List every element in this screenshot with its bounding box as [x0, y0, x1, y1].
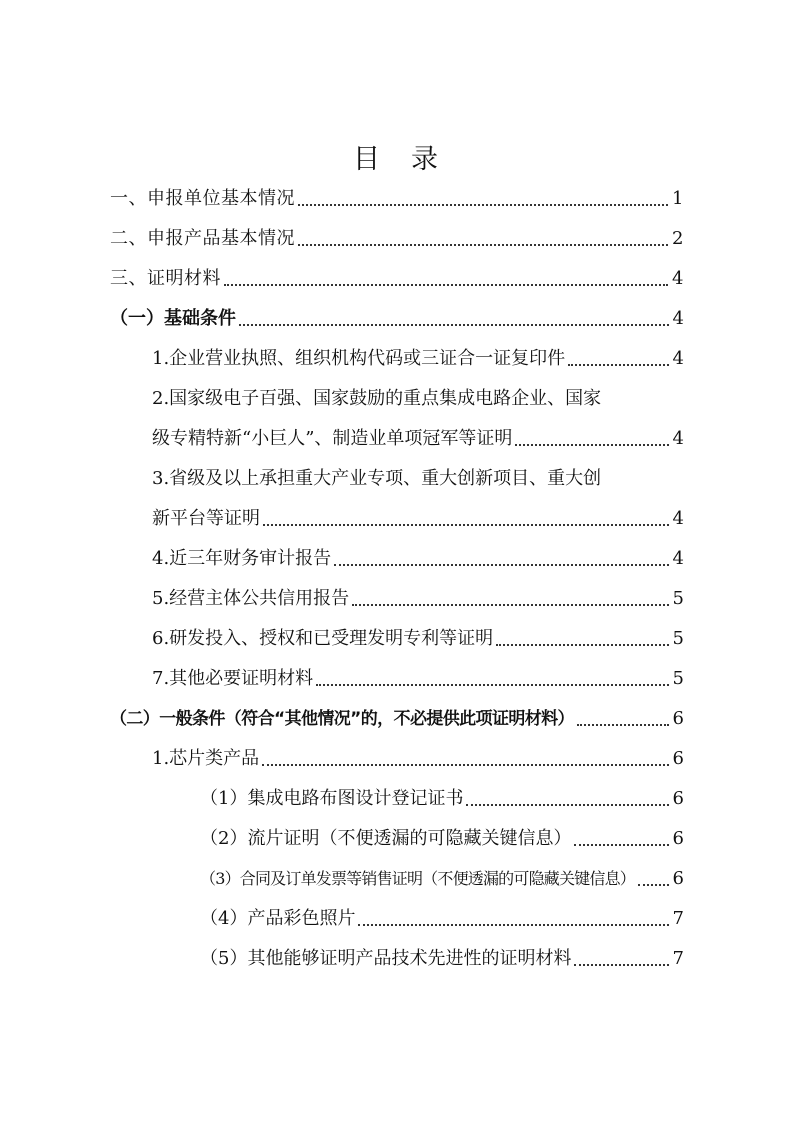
toc-entry-text: （5）其他能够证明产品技术先进性的证明材料 [200, 948, 572, 969]
toc-entry-text: 级专精特新“小巨人”、制造业单项冠军等证明 [152, 428, 513, 449]
toc-page-number: 5 [672, 668, 684, 689]
toc-page-number: 6 [672, 868, 684, 889]
dot-leader [352, 604, 668, 606]
toc-entry-text: 1.企业营业执照、组织机构代码或三证合一证复印件 [152, 348, 566, 369]
toc-entry-text: （一）基础条件 [110, 308, 236, 329]
toc-entry-6[interactable] [152, 427, 684, 451]
dot-leader [263, 524, 669, 526]
dot-leader [262, 764, 668, 766]
toc-entry-18[interactable] [200, 947, 684, 971]
toc-entry-17[interactable] [200, 907, 684, 931]
toc-page-number: 6 [672, 828, 684, 849]
toc-page-number: 6 [672, 748, 684, 769]
toc-page-number: 4 [672, 268, 684, 289]
toc-page-number: 2 [672, 228, 684, 249]
toc-page-number: 4 [672, 428, 684, 449]
dot-leader [466, 804, 668, 806]
toc-entry-14[interactable] [200, 787, 684, 811]
toc-title: 目 录 [353, 144, 440, 175]
toc-entry-9[interactable] [152, 587, 684, 611]
toc-entry-text: 二、申报产品基本情况 [110, 228, 295, 249]
toc-page-number: 5 [672, 628, 684, 649]
toc-entry-8[interactable] [152, 547, 684, 571]
toc-entry-text: （1）集成电路布图设计登记证书 [200, 788, 464, 809]
toc-entry-text: 一、申报单位基本情况 [110, 188, 295, 209]
toc-entry-11[interactable] [152, 667, 684, 691]
toc-entry-3[interactable] [110, 267, 684, 291]
toc-entry-text: 三、证明材料 [110, 268, 221, 289]
dot-leader [568, 364, 668, 366]
toc-entry-6-line-1[interactable]: 2.国家级电子百强、国家鼓励的重点集成电路企业、国家 [152, 388, 602, 409]
toc-entry-text: （2）流片证明（不便透漏的可隐藏关键信息） [200, 828, 572, 849]
toc-page-number: 7 [672, 908, 684, 929]
toc-entry-text: 1.芯片类产品 [152, 748, 260, 769]
toc-entry-text: 新平台等证明 [152, 508, 260, 529]
dot-leader [298, 204, 668, 206]
toc-entry-7[interactable] [152, 507, 684, 531]
toc-page-number: 4 [672, 548, 684, 569]
toc-entry-text: 6.研发投入、授权和已受理发明专利等证明 [152, 628, 494, 649]
dot-leader [638, 884, 669, 886]
dot-leader [496, 644, 668, 646]
dot-leader [574, 844, 668, 846]
toc-entry-text: （3）合同及订单发票等销售证明（不便透漏的可隐藏关键信息） [200, 869, 635, 888]
toc-entry-15[interactable] [200, 827, 684, 851]
toc-entry-text: 4.近三年财务审计报告 [152, 548, 332, 569]
dot-leader [577, 724, 669, 726]
toc-entry-text: （4）产品彩色照片 [200, 908, 356, 929]
toc-page-number: 6 [672, 708, 684, 729]
toc-page-number: 1 [672, 188, 684, 209]
toc-entry-text: 5.经营主体公共信用报告 [152, 588, 350, 609]
toc-page-number: 4 [672, 348, 684, 369]
toc-page-number: 4 [672, 308, 684, 329]
toc-entry-2[interactable] [110, 227, 684, 251]
dot-leader [334, 564, 668, 566]
toc-entry-10[interactable] [152, 627, 684, 651]
toc-page-number: 6 [672, 788, 684, 809]
toc-entry-4[interactable] [110, 307, 684, 331]
dot-leader [515, 444, 668, 446]
toc-entry-7-line-1[interactable]: 3.省级及以上承担重大产业专项、重大创新项目、重大创 [152, 468, 602, 489]
toc-entry-5[interactable] [152, 347, 684, 371]
toc-entry-16[interactable] [200, 867, 684, 891]
toc-page-number: 7 [672, 948, 684, 969]
dot-leader [224, 284, 668, 286]
toc-entry-1[interactable] [110, 187, 684, 211]
toc-page-number: 5 [672, 588, 684, 609]
dot-leader [574, 964, 668, 966]
toc-entry-text: （二）一般条件（符合“其他情况”的，不必提供此项证明材料） [110, 709, 574, 729]
toc-page-number: 4 [672, 508, 684, 529]
dot-leader [298, 244, 668, 246]
dot-leader [316, 684, 668, 686]
dot-leader [239, 324, 669, 326]
toc-entry-13[interactable] [152, 747, 684, 771]
dot-leader [358, 924, 668, 926]
toc-entry-12[interactable] [110, 707, 684, 731]
toc-entry-text: 7.其他必要证明材料 [152, 668, 314, 689]
